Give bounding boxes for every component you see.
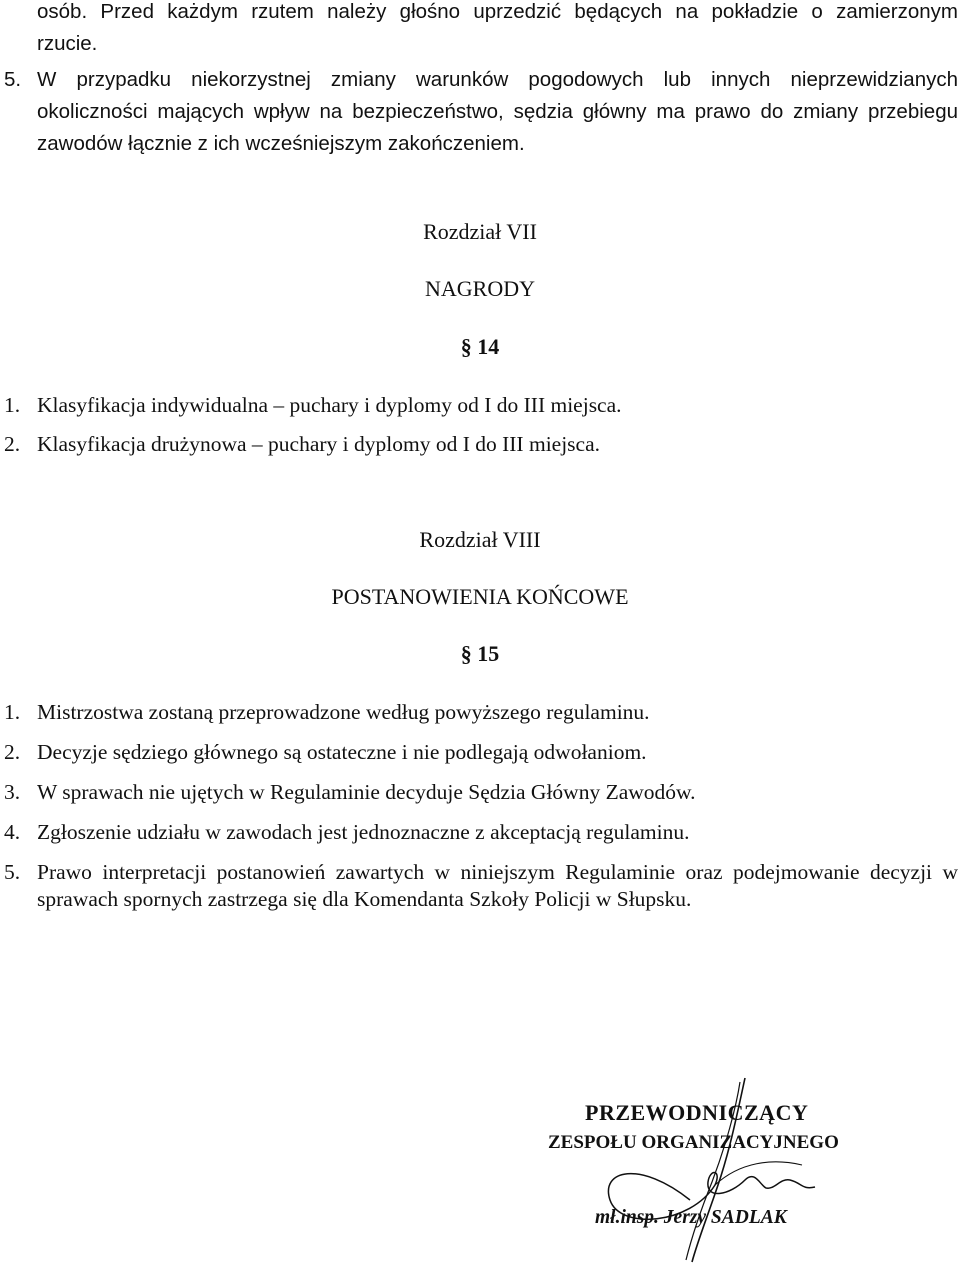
section-14-sign: § 14 xyxy=(460,334,500,359)
continuation-line-1: osób. Przed każdym rzutem należy głośno uprzedzić będących na pokładzie o zamierzonym xyxy=(37,0,958,23)
item-number: 5. xyxy=(4,860,21,884)
signature-title-line-2: ZESPOŁU ORGANIZACYJNEGO xyxy=(548,1132,839,1153)
chapter-7-title: Rozdział VII xyxy=(423,219,537,244)
item-number: 2. xyxy=(4,432,21,456)
item-number: 3. xyxy=(4,780,21,804)
item-number: 1. xyxy=(4,393,21,417)
item-number: 4. xyxy=(4,820,21,844)
signature-stamp xyxy=(540,1090,870,1260)
item-number: 1. xyxy=(4,700,21,724)
item-number: 5. xyxy=(4,68,22,91)
section-15-sign: § 15 xyxy=(460,641,500,666)
item-number: 2. xyxy=(4,740,21,764)
chapter-7-subtitle: NAGRODY xyxy=(425,276,535,301)
signature-name: mł.insp. Jerzy SADLAK xyxy=(595,1207,787,1228)
continuation-line-2: rzucie. xyxy=(37,32,98,55)
item-text: Mistrzostwa zostaną przeprowadzone według powyższego regulaminu. xyxy=(37,700,650,724)
item-text: Zgłoszenie udziału w zawodach jest jednoznaczne z akceptacją regulaminu. xyxy=(37,820,690,844)
item-text: Decyzje sędziego głównego są ostateczne i nie podlegają odwołaniom. xyxy=(37,740,647,764)
handwritten-signature-icon xyxy=(540,1090,870,1260)
item-text: W sprawach nie ujętych w Regulaminie decyduje Sędzia Główny Zawodów. xyxy=(37,780,696,804)
item-text: Prawo interpretacji postanowień zawartych w niniejszym Regulaminie oraz podejmowanie decyzji w sprawach spornych zastrzega się dla Komendanta Szkoły Policji w Słupsku. xyxy=(37,860,958,911)
item-text: Klasyfikacja drużynowa – puchary i dyplomy od I do III miejsca. xyxy=(37,432,601,456)
chapter-8-title: Rozdział VIII xyxy=(419,527,541,552)
item-text: Klasyfikacja indywidualna – puchary i dyplomy od I do III miejsca. xyxy=(37,393,622,417)
item-text: W przypadku niekorzystnej zmiany warunków pogodowych lub innych nieprzewidzianych okoliczności mających wpływ na bezpieczeństwo, sędzia główny ma prawo do zmiany przebiegu zawodów łącznie z ich wcześniejszym zakończeniem. xyxy=(37,68,958,155)
chapter-8-subtitle: POSTANOWIENIA KOŃCOWE xyxy=(331,584,629,609)
signature-title-line-1: PRZEWODNICZĄCY xyxy=(585,1100,809,1125)
